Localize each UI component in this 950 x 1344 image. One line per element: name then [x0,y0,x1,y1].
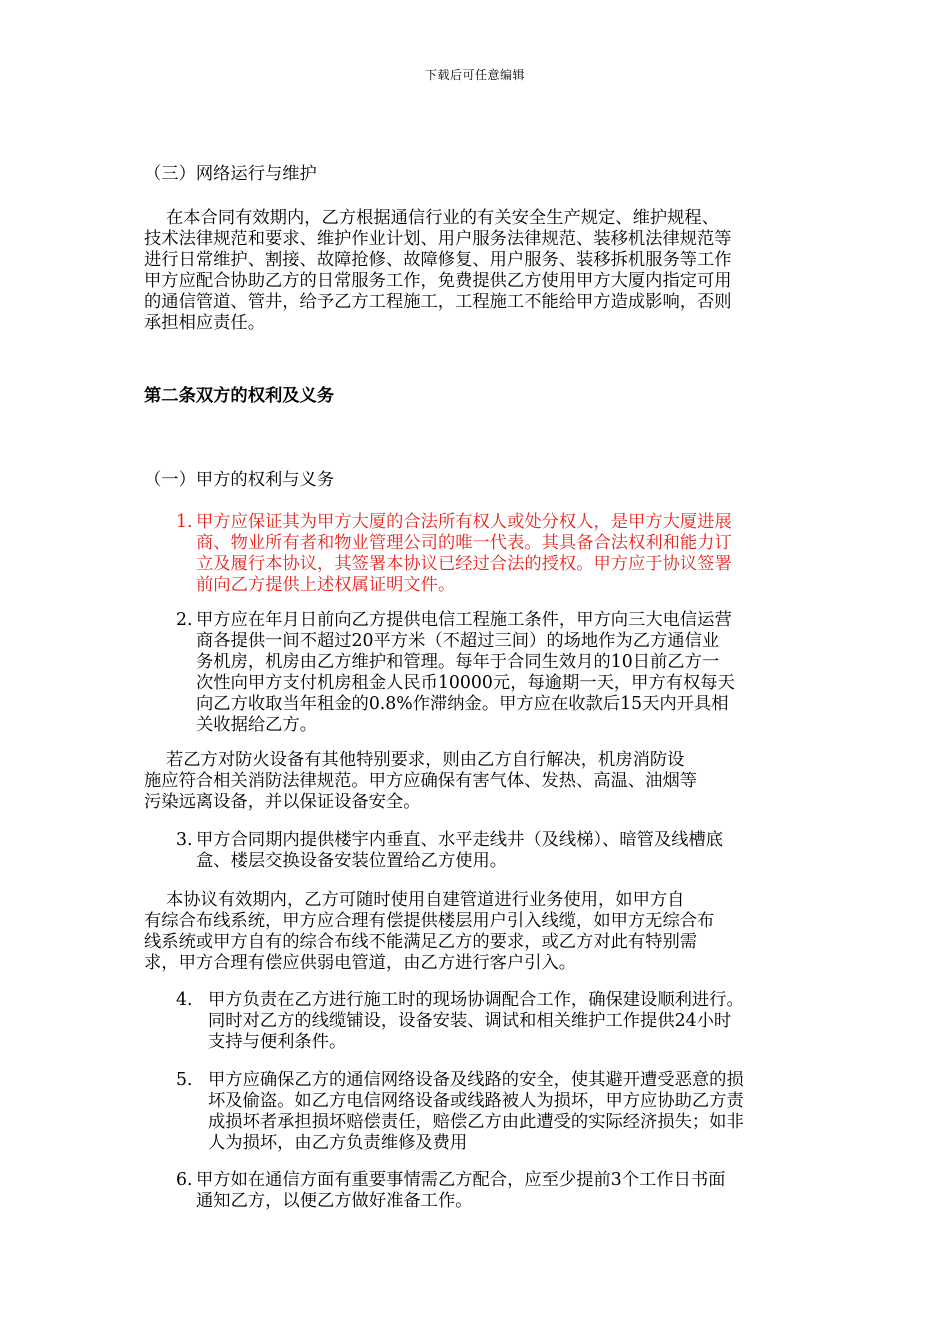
list-item-text: 甲方如在通信方面有重要事情需乙方配合，应至少提前3个工作日书面 通知乙方，以便乙方做好准备工作。 [196,1170,726,1211]
section-paragraph-network: 在本合同有效期内，乙方根据通信行业的有关安全生产规定、维护规程、 技术法律规范和要求、维护作业计划、用户服务法律规范、装移机法律规范等 进行日常维护、割接、故障抢修、故障修复、用户服务、装移拆机服务等工作 甲方应配合协助乙方的日常服务工作，免费提供乙方使用甲方大厦内指定可用 的通信管道、管井，给予乙方工程施工，工程施工不能给甲方造成影响，否则 承担相应责任。 [144,208,732,333]
list-paragraph: 本协议有效期内，乙方可随时使用自建管道进行业务使用，如甲方自 有综合布线系统，甲方应合理有偿提供楼层用户引入线缆，如甲方无综合布 线系统或甲方自有的综合布线不能满足乙方的要求，或乙方对此有特别需 求，甲方合理有偿应供弱电管道，由乙方进行客户引入。 [144,890,715,973]
subsection-heading-party-a: （一）甲方的权利与义务 [144,470,335,490]
list-item-text: 甲方负责在乙方进行施工时的现场协调配合工作，确保建设顺利进行。 同时对乙方的线缆铺设，设备安装、调试和相关维护工作提供24小时 支持与便利条件。 [208,990,744,1052]
list-item-text: 甲方合同期内提供楼宇内垂直、水平走线井（及线梯）、暗管及线槽底 盒、楼层交换设备安装位置给乙方使用。 [196,830,724,871]
list-item-text: 甲方应保证其为甲方大厦的合法所有权人或处分权人，是甲方大厦进展 商、物业所有者和物业管理公司的唯一代表。其具备合法权利和能力订 立及履行本协议，其签署本协议已经过合法的授权。甲方应于协议签署 前向乙方提供上述权属证明文件。 [196,512,732,595]
list-paragraph: 若乙方对防火设备有其他特别要求，则由乙方自行解决，机房消防设 施应符合相关消防法律规范。甲方应确保有害气体、发热、高温、油烟等 污染远离设备，并以保证设备安全。 [144,750,698,812]
list-item-number: 1. [176,512,193,532]
section-heading-network: （三）网络运行与维护 [144,164,317,184]
list-item-number: 4. [176,990,193,1010]
list-item-number: 3. [176,830,193,850]
list-item-text: 甲方应在年月日前向乙方提供电信工程施工条件，甲方向三大电信运营 商各提供一间不超过20平方米（不超过三间）的场地作为乙方通信业 务机房，机房由乙方维护和管理。每年于合同生效月的10日前乙方一 次性向甲方支付机房租金人民币10000元，每逾期一天，甲方有权每天 向乙方收取当年租金的0.8%作滞纳金。甲方应在收款后15天内开具相 关收据给乙方。 [196,610,735,735]
list-item-number: 5. [176,1070,193,1090]
page-header-note: 下载后可任意编辑 [424,68,525,82]
article-heading-rights: 第二条双方的权利及义务 [144,386,335,406]
list-item-text: 甲方应确保乙方的通信网络设备及线路的安全，使其避开遭受恶意的损 坏及偷盗。如乙方电信网络设备或线路被人为损坏，甲方应协助乙方责 成损坏者承担损坏赔偿责任，赔偿乙方由此遭受的实际经济损失；如非 人为损坏，由乙方负责维修及费用 [208,1070,744,1153]
list-item-number: 6. [176,1170,193,1190]
list-item-number: 2. [176,610,193,630]
